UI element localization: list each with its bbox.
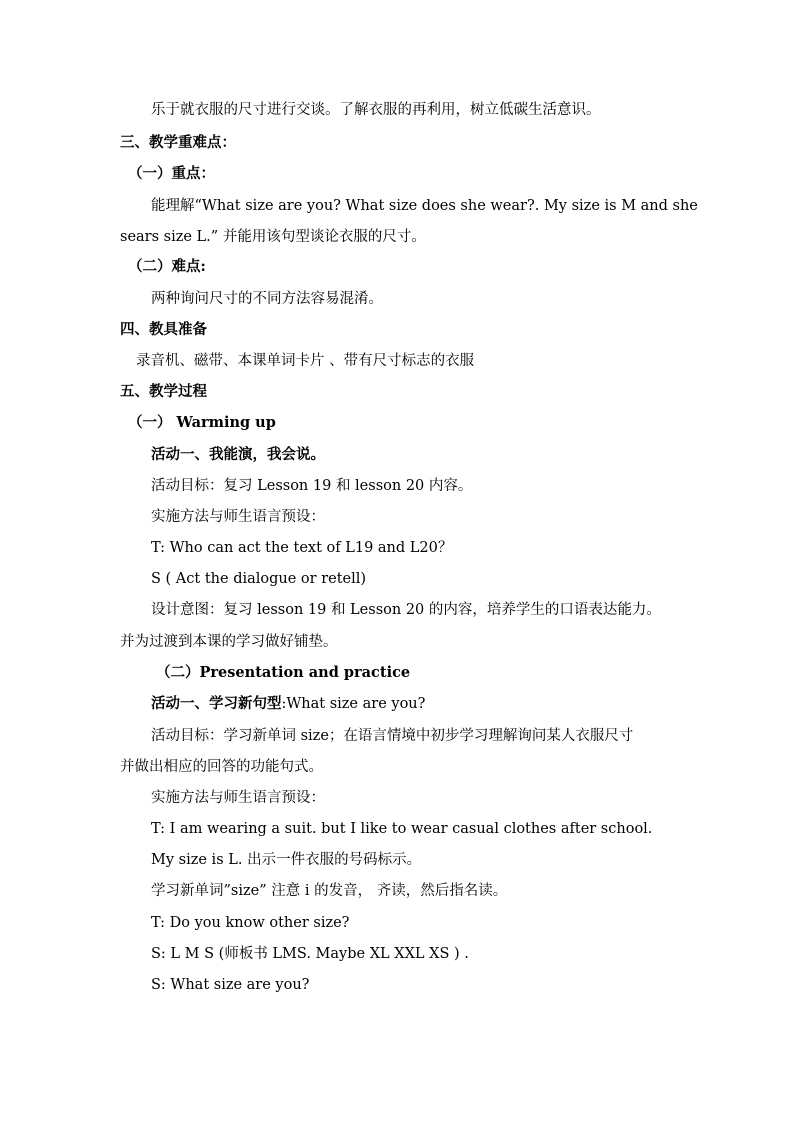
paragraph-line: T: Who can act the text of L19 and L20？ [151, 540, 453, 556]
paragraph-line: 设计意图：复习 lesson 19 和 Lesson 20 的内容，培养学生的口语表达能力。 [151, 602, 661, 618]
paragraph-line: 两种询问尺寸的不同方法容易混淆。 [151, 291, 383, 307]
paragraph-line: 实施方法与师生语言预设： [151, 509, 325, 525]
paragraph-line: S: L M S (师板书 LMS. Maybe XL XXL XS ) . [151, 946, 469, 962]
subsection-heading: （二）难点: [128, 258, 206, 275]
section-heading: 四、教具准备 [120, 321, 207, 338]
paragraph-line: 乐于就衣服的尺寸进行交谈。了解衣服的再利用，树立低碳生活意识。 [151, 102, 601, 118]
activity-heading-line [151, 694, 425, 714]
activity-heading: 活动一、学习新句型 [151, 695, 282, 712]
paragraph-line: T: I am wearing a suit. but I like to wear casual clothes after school. [151, 821, 653, 837]
paragraph-line: T: Do you know other size? [151, 915, 350, 931]
paragraph-line: sears size L.” 并能用该句型谈论衣服的尺寸。 [120, 229, 426, 245]
paragraph-line: 能理解“What size are you? What size does she wear?. My size is M and she [151, 198, 698, 214]
paragraph-line: 活动目标：学习新单词 size；在语言情境中初步学习理解询问某人衣服尺寸 [151, 728, 634, 744]
paragraph-line: 并做出相应的回答的功能句式。 [120, 759, 323, 775]
paragraph-line: 活动目标：复习 Lesson 19 和 lesson 20 内容。 [151, 478, 473, 494]
paragraph-line: S ( Act the dialogue or retell) [151, 571, 367, 587]
subsection-heading: （一） Warming up [128, 414, 276, 431]
paragraph-line: 学习新单词”size” 注意 i 的发音， 齐读，然后指名读。 [151, 883, 508, 899]
paragraph-line: 实施方法与师生语言预设： [151, 790, 325, 806]
paragraph-line: S: What size are you? [151, 977, 310, 993]
section-heading: 五、教学过程 [120, 383, 207, 400]
subsection-heading: （一）重点： [128, 165, 215, 182]
subsection-heading: （二）Presentation and practice [156, 664, 411, 681]
paragraph-line: My size is L. 出示一件衣服的号码标示。 [151, 852, 422, 868]
activity-heading: 活动一、我能演，我会说。 [151, 446, 325, 463]
section-heading: 三、教学重难点： [120, 134, 236, 151]
activity-sentence: :What size are you? [281, 696, 426, 712]
paragraph-line: 并为过渡到本课的学习做好铺垫。 [120, 634, 338, 650]
paragraph-line: 录音机、磁带、本课单词卡片 、带有尺寸标志的衣服 [136, 353, 475, 369]
